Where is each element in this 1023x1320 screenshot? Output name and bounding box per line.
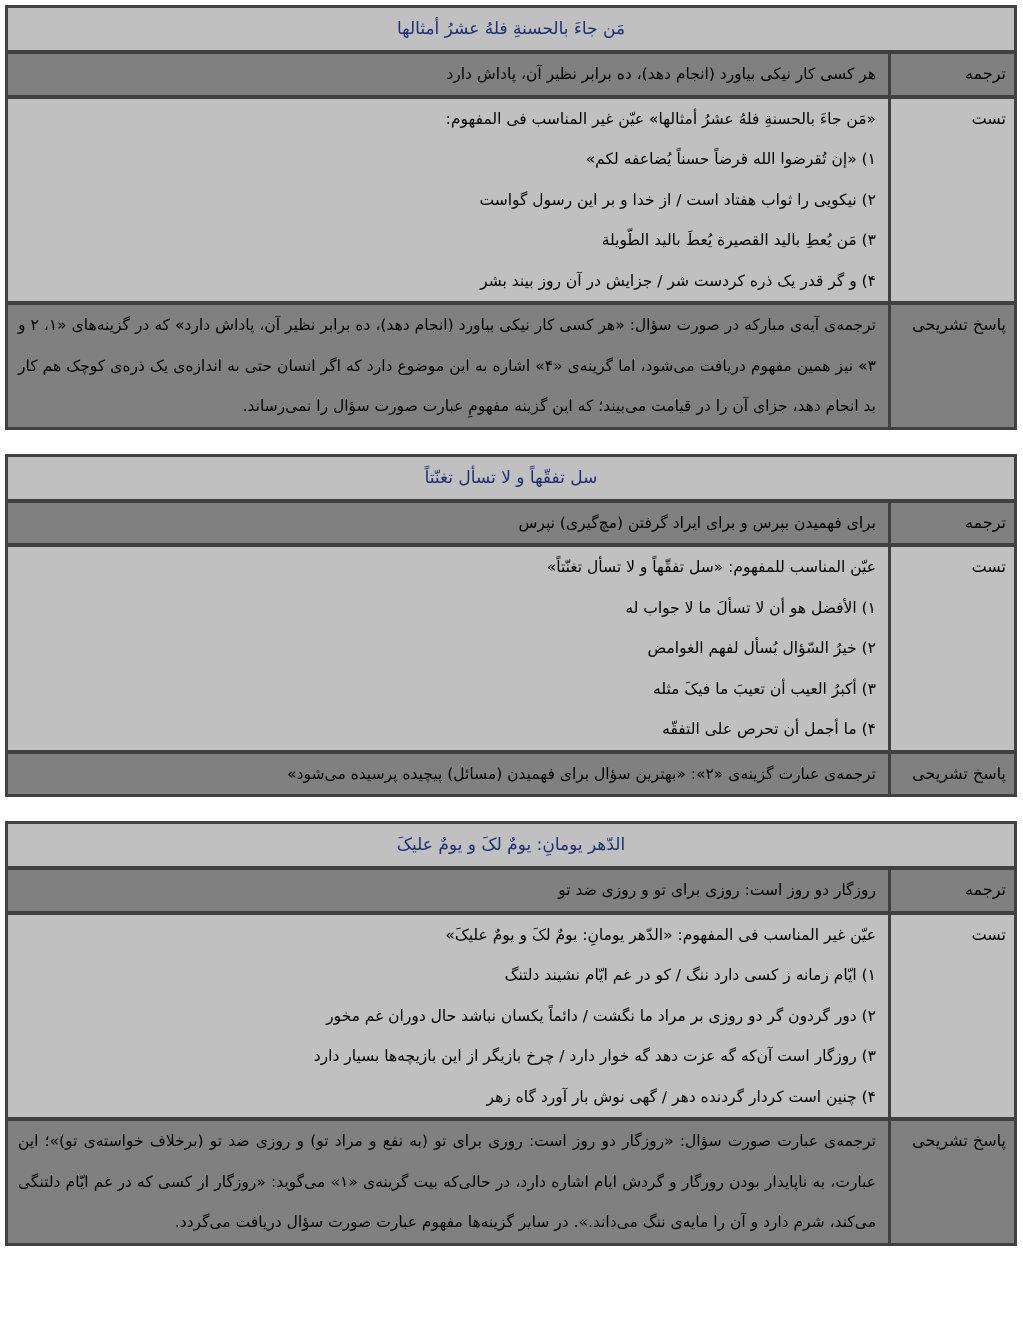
option-4: ۴) ما أجمل أن تحرص علی التفقّه bbox=[662, 720, 876, 738]
answer-row bbox=[8, 754, 1014, 795]
translation-text: روزگار دو روز است: روزی برای تو و روزی ضد تو bbox=[558, 881, 876, 899]
test-row bbox=[8, 99, 1014, 306]
option-1: ۱) «إن تُقرضوا الله قرضاً حسناً یُضاعفه لکم» bbox=[585, 150, 876, 168]
card-title: مَن جاءَ بالحسنةِ فلهُ عشرُ أمثالها bbox=[8, 8, 1014, 54]
row-label: پاسخ تشریحی bbox=[888, 754, 1014, 795]
row-label: تست bbox=[888, 915, 1014, 1118]
row-label: ترجمه bbox=[888, 870, 1014, 911]
option-1: ۱) الأفضل هو أن لا تسألَ ما لا جواب له bbox=[625, 598, 876, 617]
translation-text: برای فهمیدن بپرس و برای ایراد گرفتن (مچ‌گیری) نپرس bbox=[518, 513, 876, 532]
option-4: ۴) و گر قدر یک ذره کردست شر / جزایش در آن روز بیند بشر bbox=[480, 271, 876, 290]
proverb-card-2 bbox=[5, 454, 1017, 798]
answer-text: ترجمه‌ی عبارت صورت سؤال: «روزگار دو روز است: روزی برای تو (به نفع و مراد تو) و روزی ضد تو (برخلاف خواسته‌ی تو)»؛ این عبارت، به ناپایدار بودن روزگار و گردش ایام اشاره دارد، در حالی‌که بیت گزینه‌ی «۱» می‌گوید: «روزگار از کسی که در غم ایّام دلتنگی می‌کند، شرم دارد و آن را مایه‌ی ننگ می‌داند.». در سایر گزینه‌ها مفهوم عبارت صورت سؤال دریافت می‌گردد. bbox=[18, 1132, 876, 1231]
translation-row bbox=[8, 54, 1014, 99]
option-4: ۴) چنین است کردار گردنده دهر / گهی نوش بار آورد گاه زهر bbox=[486, 1087, 876, 1106]
card-title: سل تفقّهاً و لا تسأل تغنّتاً bbox=[8, 457, 1014, 503]
proverb-card-1 bbox=[5, 5, 1017, 430]
option-3: ۳) مَن یُعطِ بالید القصیرة یُعطَ بالید الطّویلة bbox=[601, 231, 876, 249]
option-3: ۳) روزگار است آن‌که گه عزت دهد گه خوار دارد / چرخ بازیگر از این بازیچه‌ها بسیار دارد bbox=[313, 1047, 876, 1065]
row-label: پاسخ تشریحی bbox=[888, 1121, 1014, 1243]
test-row bbox=[8, 547, 1014, 754]
option-1: ۱) ایّام زمانه ز کسی دارد ننگ / کو در غم ایّام نشیند دلتنگ bbox=[504, 966, 876, 984]
question-text: عیّن المناسب للمفهوم: «سل تفقّهاً و لا تسأل تغنّتاً» bbox=[546, 558, 876, 576]
row-label: پاسخ تشریحی bbox=[888, 305, 1014, 427]
answer-row bbox=[8, 1121, 1014, 1243]
card-title: الدّهر یومانِ: یومٌ لکَ و یومٌ علیکَ bbox=[8, 824, 1014, 870]
translation-text: هر کسی کار نیکی بیاورد (انجام دهد)، ده برابر نظیر آن، پاداش دارد bbox=[446, 65, 876, 83]
answer-text: ترجمه‌ی آیه‌ی مبارکه در صورت سؤال: «هر کسی کار نیکی بیاورد (انجام دهد)، ده برابر نظیر آن، پاداش دارد» که در گزینه‌های «۱، ۲ و ۳» نیز همین مفهوم دریافت می‌شود، اما گزینه‌ی «۴» اشاره به این موضوع دارد که اگر انسان حتی به اندازه‌ی یک ذره‌ی کوچک هم کار بد انجام دهد، جزای آن را در قیامت می‌بیند؛ که این گزینه مفهومِ عبارت صورت سؤال را نمی‌رساند. bbox=[18, 316, 876, 415]
translation-row bbox=[8, 503, 1014, 548]
row-label: ترجمه bbox=[888, 54, 1014, 95]
row-label: تست bbox=[888, 99, 1014, 302]
proverb-card-3 bbox=[5, 821, 1017, 1246]
question-text: عیّن غیر المناسب فی المفهوم: «الدّهر یومانِ: یومٌ لکَ و یومٌ علیکَ» bbox=[445, 925, 876, 944]
question-text: «مَن جاءَ بالحسنةِ فلهُ عشرُ أمثالها» عیّن غیر المناسب فی المفهوم: bbox=[445, 109, 876, 128]
option-3: ۳) أکبرُ العیب أن تعیبَ ما فیکَ مثله bbox=[653, 679, 876, 698]
option-2: ۲) خیرُ السّؤال یُسأل لفهم الغوامض bbox=[647, 639, 876, 657]
test-row bbox=[8, 915, 1014, 1122]
option-2: ۲) نیکویی را ثواب هفتاد است / از خدا و بر این رسول گواست bbox=[479, 190, 876, 209]
option-2: ۲) دور گردون گر دو روزی بر مراد ما نگشت / دائماً یکسان نباشد حال دوران غم مخور bbox=[326, 1006, 876, 1025]
answer-row bbox=[8, 305, 1014, 427]
row-label: تست bbox=[888, 547, 1014, 750]
row-label: ترجمه bbox=[888, 503, 1014, 544]
translation-row bbox=[8, 870, 1014, 915]
answer-text: ترجمه‌ی عبارت گزینه‌ی «۲»: «بهترین سؤال برای فهمیدن (مسائل) پیچیده پرسیده می‌شود» bbox=[287, 764, 876, 783]
